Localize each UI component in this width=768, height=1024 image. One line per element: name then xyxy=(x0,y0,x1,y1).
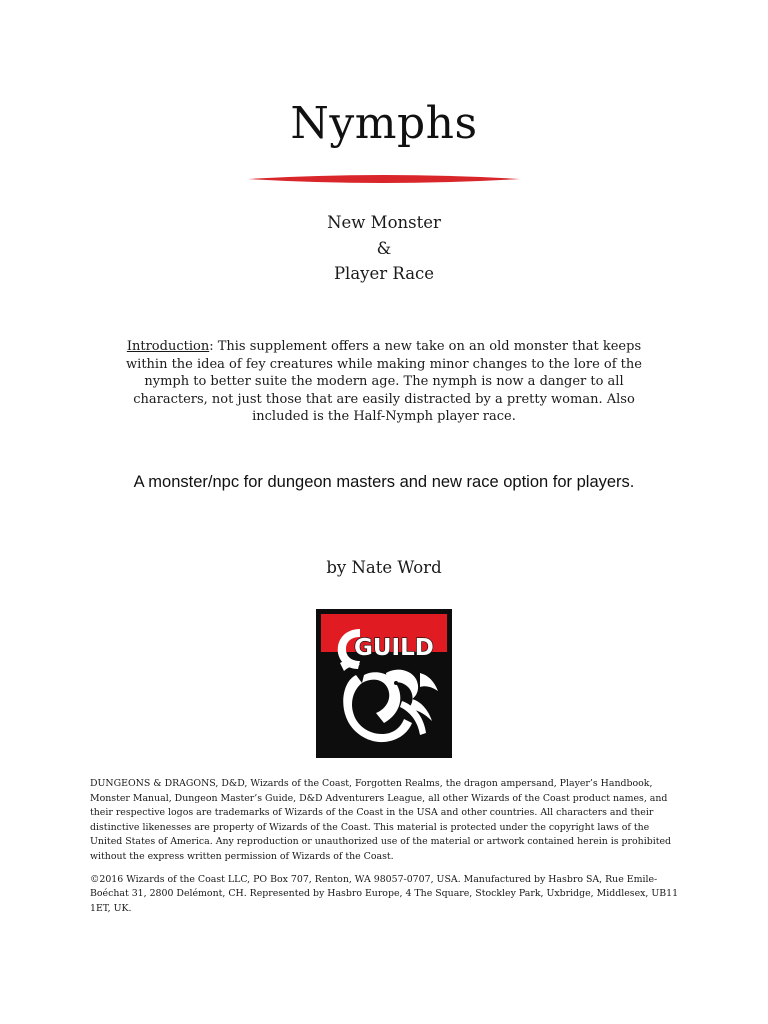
page-title: Nymphs xyxy=(290,98,478,149)
introduction-paragraph xyxy=(110,338,658,426)
introduction-text: : This supplement offers a new take on an old monster that keeps within the idea of fey creatures while making minor changes to the lore of the nymph to better suite the modern age. The nymph is now a danger to all characters, not just those that are easily distracted by a pretty woman. Also included is the Half-Nymph player race. xyxy=(126,339,642,425)
subtitle xyxy=(0,210,768,287)
copyright-notice: ©2016 Wizards of the Coast LLC, PO Box 707, Renton, WA 98057-0707, USA. Manufactured by Hasbro SA, Rue Emile-Boéchat 31, 2800 Delémont, CH. Represented by Hasbro Europe, 4 The Square, Stockley Park, Uxbridge, Middlesex, UB11 1ET, UK. xyxy=(90,873,679,914)
subtitle-line-monster: New Monster xyxy=(327,213,441,232)
subtitle-line-ampersand: & xyxy=(376,238,392,258)
introduction-label: Introduction xyxy=(126,339,210,354)
tagline: A monster/npc for dungeon masters and new race option for players. xyxy=(133,473,635,491)
author-byline: by Nate Word xyxy=(326,558,442,577)
trademark-notice: DUNGEONS & DRAGONS, D&D, Wizards of the Coast, Forgotten Realms, the dragon ampersand, Player’s Handbook, Monster Manual, Dungeon Master’s Guide, D&D Adventurers League, all other Wizards of the Coast product names, and their respective logos are trademarks of Wizards of the Coast in the USA and other countries. All characters and their distinctive likenesses are property of Wizards of the Coast. This material is protected under the copyright laws of the United States of America. Any reproduction or unauthorized use of the material or artwork contained herein is prohibited without the express written permission of Wizards of the Coast. xyxy=(90,778,672,862)
dnd-guild-logo xyxy=(316,609,452,758)
title-divider xyxy=(248,172,520,186)
legal-notice xyxy=(90,777,680,924)
logo-guild-text: GUILD xyxy=(354,635,434,661)
subtitle-line-race: Player Race xyxy=(333,264,435,283)
